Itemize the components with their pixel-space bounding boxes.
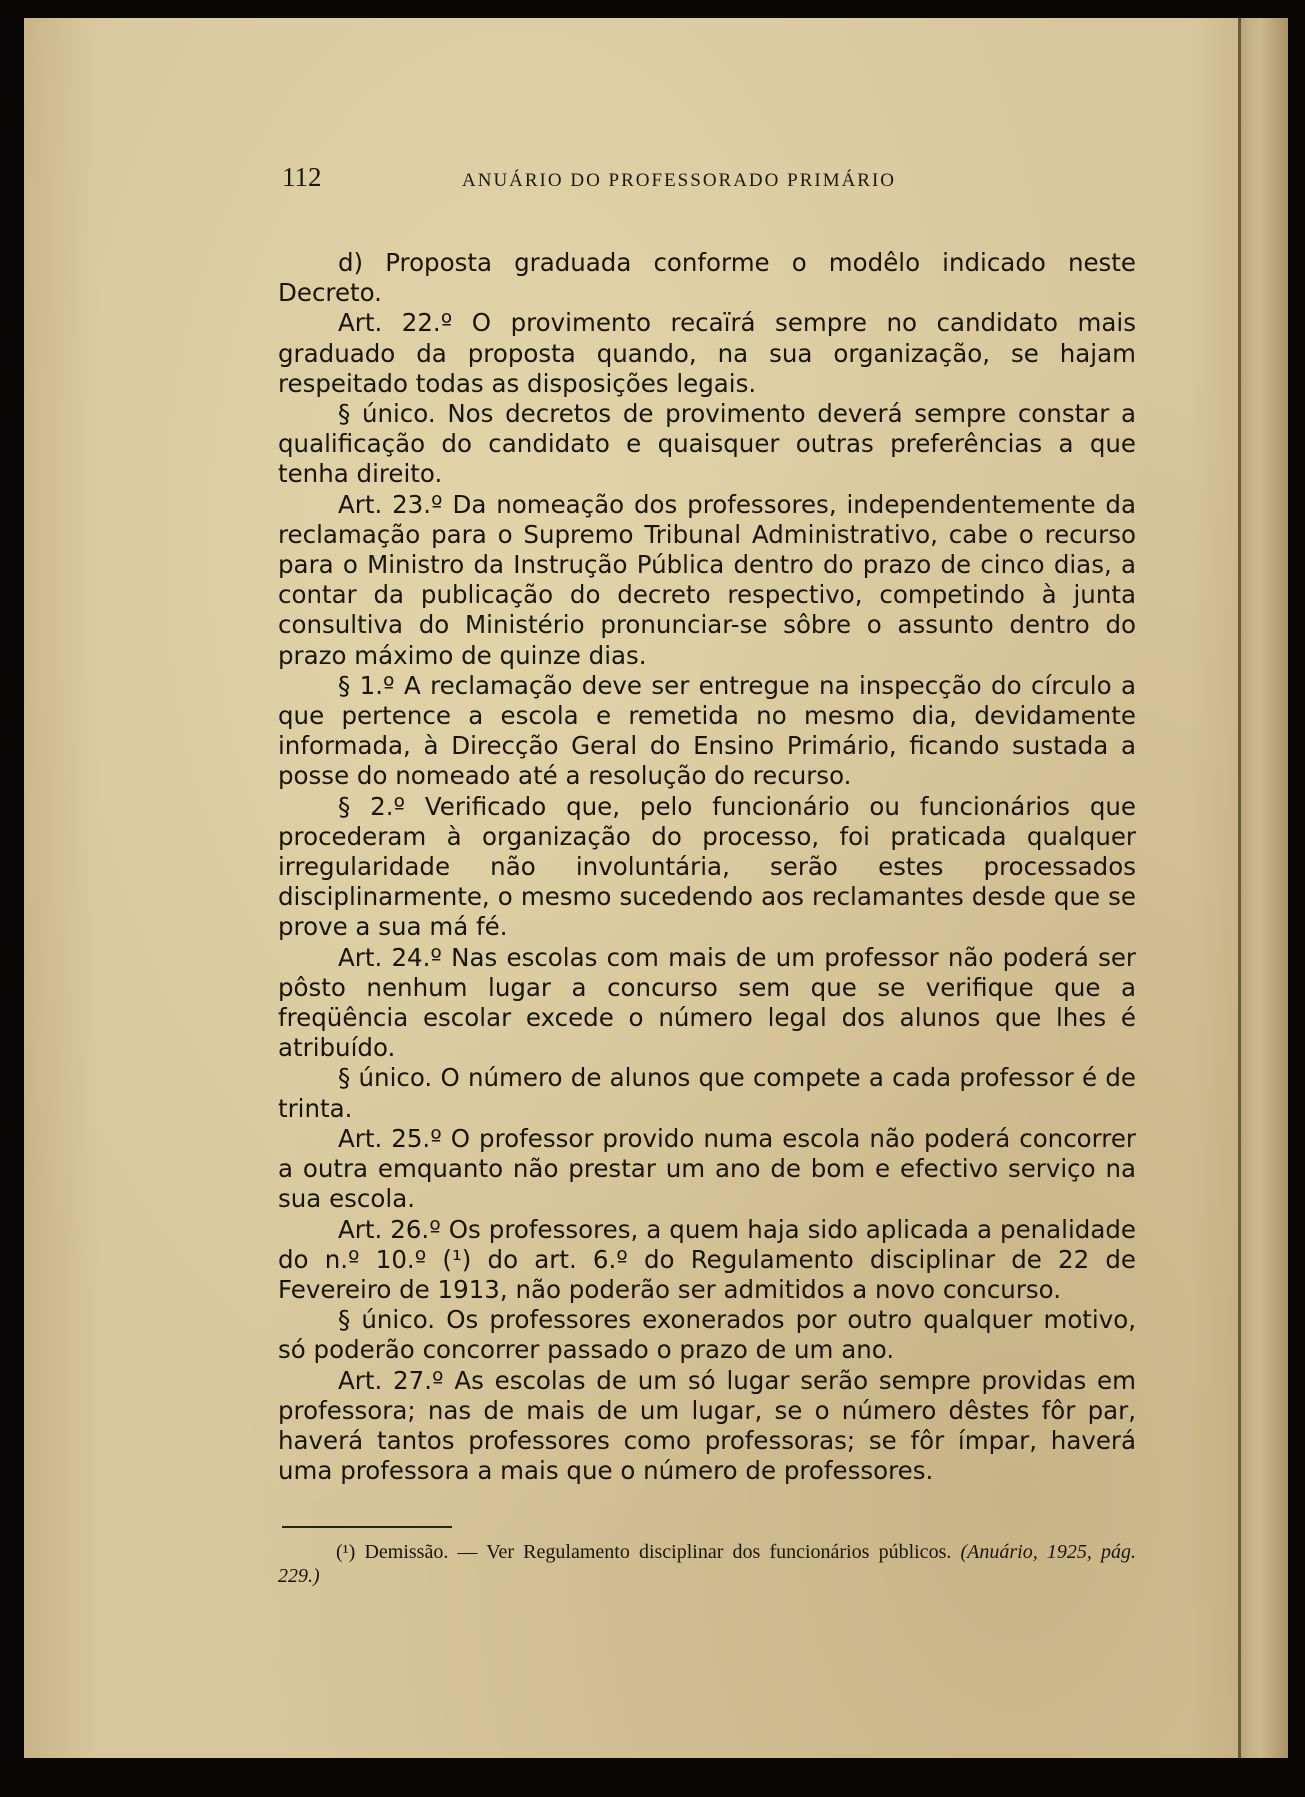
paragraph: § único. O número de alunos que compete a cada professor é de trinta. [278,1063,1136,1123]
paragraph: Art. 27.º As escolas de um só lugar serão sempre providas em professora; nas de mais de um lugar, se o número dêstes fôr par, haverá tantos professores como professoras; se fôr ímpar, haverá uma professora a mais que o número de professores. [278,1365,1136,1486]
page-number: 112 [282,162,322,192]
paragraph: § 1.º A reclamação deve ser entregue na inspecção do círculo a que pertence a escola e remetida no mesmo dia, devidamente informada, à Direcção Geral do Ensino Primário, ficando sustada a posse do nomeado até a resolução do recurso. [278,670,1136,791]
paragraph: Art. 23.º Da nomeação dos professores, independentemente da reclamação para o Supremo Tribunal Administrativo, cabe o recurso para o Ministro da Instrução Pública dentro do prazo de cinco dias, a contar da publicação do decreto respectivo, competindo à junta consultiva do Ministério pronunciar-se sôbre o assunto dentro do prazo máximo de quinze dias. [278,489,1136,670]
footnote-text: (¹) Demissão. — Ver Regulamento disciplinar dos funcionários públicos. [336,1541,952,1563]
page-fold-line [1238,18,1241,1758]
adjacent-page-edge [1240,18,1288,1758]
paragraph: § único. Nos decretos de provimento deverá sempre constar a qualificação do candidato e quaisquer outras preferências a que tenha direito. [278,399,1136,489]
footnote [278,1540,1136,1588]
page-header [282,162,1182,202]
paragraph: § 2.º Verificado que, pelo funcionário ou funcionários que procederam à organização do processo, foi praticada qualquer irregularidade não involuntária, serão estes processados disciplinarmente, o mesmo sucedendo aos reclamantes desde que se prove a sua má fé. [278,791,1136,942]
paragraph: Art. 22.º O provimento recaïrá sempre no candidato mais graduado da proposta quando, na sua organização, se hajam respeitado todas as disposições legais. [278,308,1136,398]
paragraph: d) Proposta graduada conforme o modêlo indicado neste Decreto. [278,248,1136,308]
paragraph: Art. 24.º Nas escolas com mais de um professor não poderá ser pôsto nenhum lugar a concurso sem que se verifique que a freqüência escolar excede o número legal dos alunos que lhes é atribuído. [278,942,1136,1063]
footnote-divider [282,1526,452,1528]
paragraph: Art. 25.º O professor provido numa escola não poderá concorrer a outra emquanto não prestar um ano de bom e efectivo serviço na sua escola. [278,1123,1136,1214]
running-title: ANUÁRIO DO PROFESSORADO PRIMÁRIO [462,170,897,191]
footnote-citation: (Anuário, 1925, pág. 229.) [278,1541,1137,1587]
body-text [278,248,1136,1486]
paragraph: Art. 26.º Os professores, a quem haja sido aplicada a penalidade do n.º 10.º (¹) do art. 6.º do Regulamento disciplinar de 22 de Fevereiro de 1913, não poderão ser admitidos a novo concurso. [278,1214,1136,1304]
paragraph: § único. Os professores exonerados por outro qualquer motivo, só poderão concorrer passado o prazo de um ano. [278,1305,1136,1365]
